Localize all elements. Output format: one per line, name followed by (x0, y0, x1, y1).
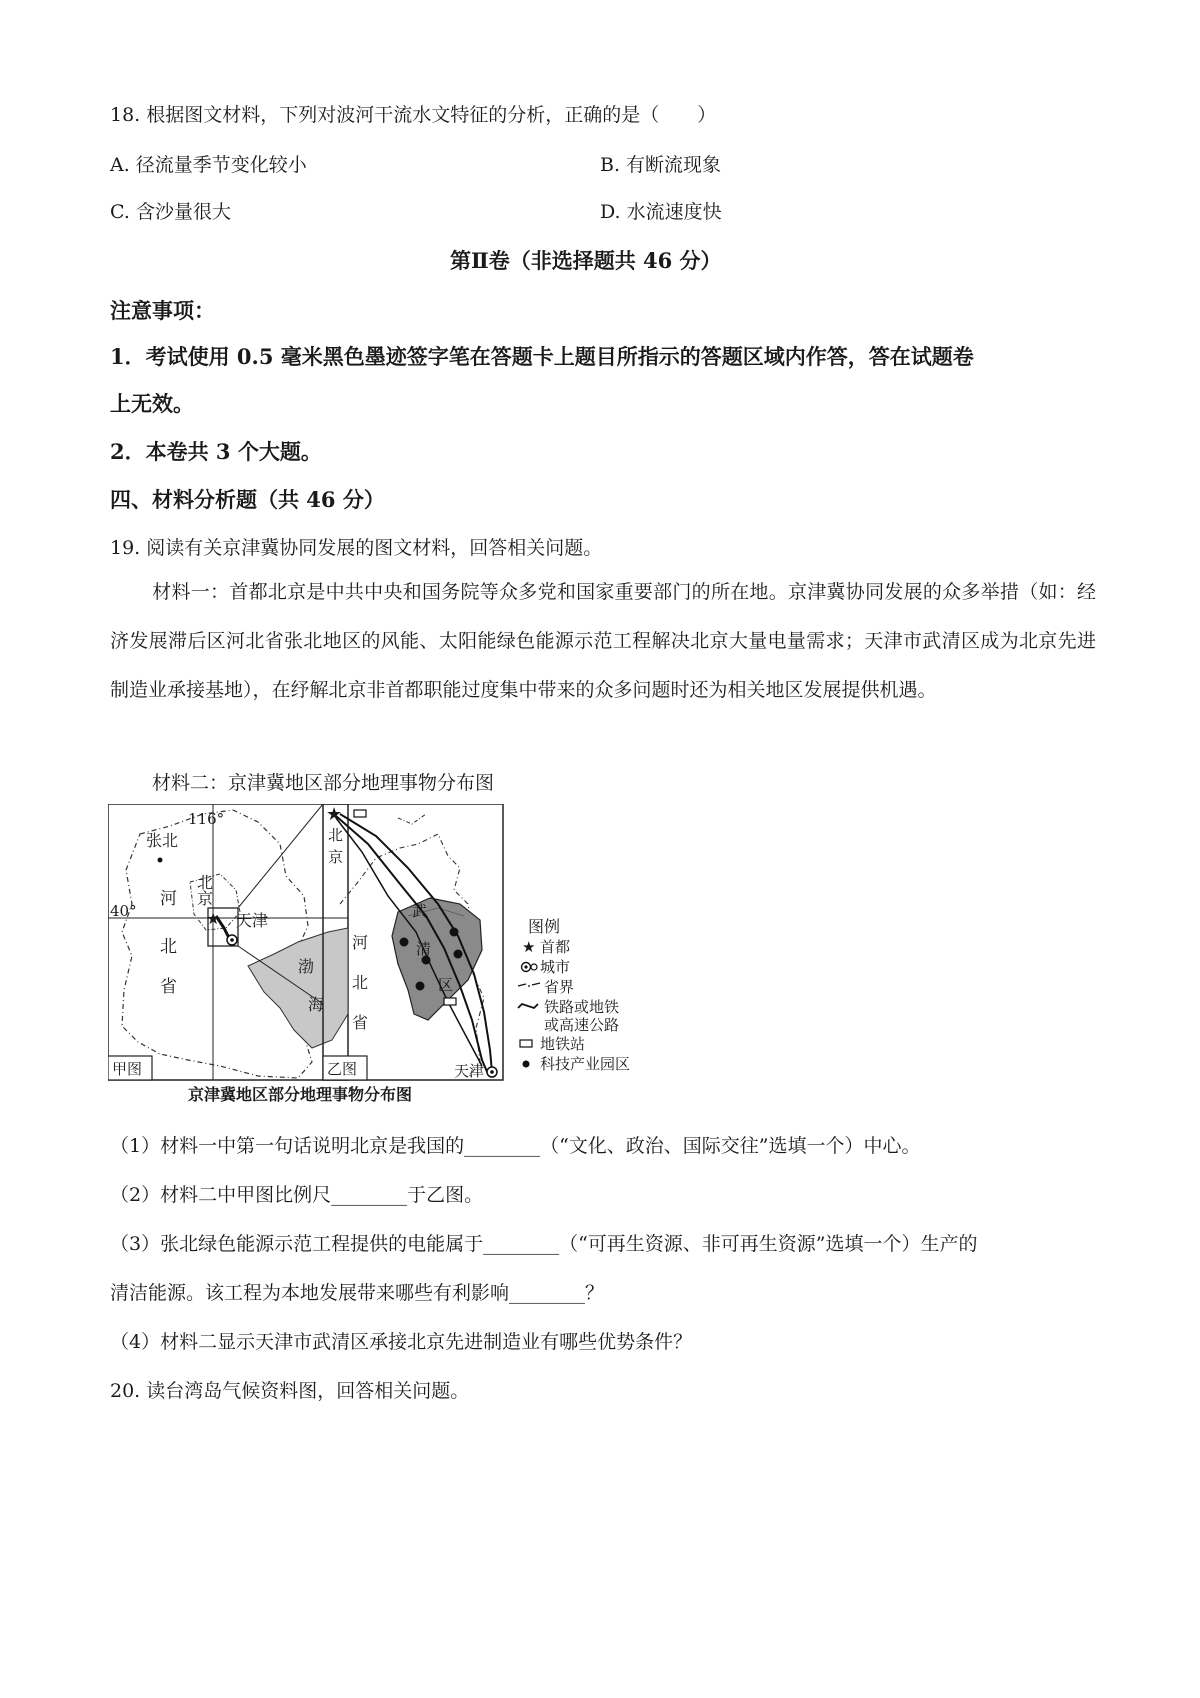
legend-border: 省界 (544, 978, 575, 996)
notice-heading: 注意事项： (110, 298, 215, 323)
panel-a-label: 甲图 (112, 1060, 143, 1078)
lon-label: 116° (188, 810, 225, 828)
q19-sub-4: （4）材料二显示天津市武清区承接北京先进制造业有哪些优势条件？ (110, 1331, 693, 1353)
q19-material-1 (110, 568, 1096, 715)
legend-rail-icon (518, 1004, 538, 1008)
panel-a-tianjin-label: 天津 (236, 911, 269, 930)
jingjinji-map (108, 804, 710, 1104)
q19-sub-1: （1）材料一中第一句话说明北京是我国的________（“文化、政治、国际交往”选填一个）中心。 (110, 1135, 921, 1157)
panel-b-hebei-char-3: 省 (352, 1013, 369, 1032)
q19-material-2: 材料二：京津冀地区部分地理事物分布图 (152, 772, 495, 794)
tech-park-5 (416, 982, 425, 991)
part-heading: 四、材料分析题（共 46 分） (110, 487, 385, 512)
legend-station-icon (520, 1040, 532, 1047)
panel-b-station-beijing (354, 810, 366, 817)
q18-option-d: D. 水流速度快 (600, 201, 722, 223)
tech-park-4 (454, 950, 463, 959)
q20-stem: 20. 读台湾岛气候资料图，回答相关问题。 (110, 1380, 470, 1402)
legend-rail-2: 或高速公路 (544, 1016, 620, 1034)
q19-sub-3-cont: 清洁能源。该工程为本地发展带来哪些有利影响________？ (110, 1282, 605, 1304)
tech-park-1 (400, 938, 409, 947)
notice-item-1-cont: 上无效。 (110, 391, 194, 416)
connector-line-top (238, 804, 323, 908)
panel-b-tianjin-label: 天津 (454, 1062, 485, 1080)
panel-b-hebei-char-2: 北 (352, 973, 369, 992)
q18-option-c: C. 含沙量很大 (110, 201, 231, 223)
zhangbei-label: 张北 (146, 831, 179, 850)
panel-b-capital-star: ★ (326, 804, 343, 825)
panel-a-tianjin-dot (230, 938, 234, 942)
panel-b-hebei-char-1: 河 (352, 933, 369, 952)
bohai-sea (248, 928, 348, 1048)
q18-stem: 18. 根据图文材料，下列对波河干流水文特征的分析，正确的是（ ） (110, 104, 717, 126)
wuqing-char-2: 清 (416, 940, 432, 958)
panel-b-tianjin-dot (490, 1070, 494, 1074)
panel-a-beijing-label: 北京 (194, 874, 214, 906)
panel-b-beijing-char-1: 北 (328, 826, 344, 844)
panel-a-capital-star: ★ (206, 909, 221, 928)
lat-label: 40° (110, 902, 137, 920)
legend-capital-icon: ★ (522, 938, 536, 956)
map-caption: 京津冀地区部分地理事物分布图 (188, 1085, 413, 1104)
panel-a-hebei-char-2: 北 (160, 937, 177, 957)
q19-stem: 19. 阅读有关京津冀协同发展的图文材料，回答相关问题。 (110, 537, 603, 559)
q19-material-1-text: 材料一：首都北京是中共中央和国务院等众多党和国家重要部门的所在地。京津冀协同发展的众多举措（如：经济发展滞后区河北省张北地区的风能、太阳能绿色能源示范工程解决北京大量电量需求；天津市武清区成为北京先进制造业承接基地），在纾解北京非首都职能过度集中带来的众多问题时还为相关地区发展提供机遇。 (110, 581, 1096, 701)
zhangbei-dot (158, 858, 163, 863)
wuqing-char-3: 区 (438, 976, 454, 994)
map-figure (108, 804, 710, 1104)
section-title: 第Ⅱ卷（非选择题共 46 分） (450, 248, 722, 273)
legend-rail-1: 铁路或地铁 (544, 998, 620, 1016)
legend-city: 城市 (540, 958, 571, 976)
tech-park-3 (450, 928, 459, 937)
panel-b-beijing-border (398, 814, 426, 824)
hebei-border (122, 810, 315, 1078)
panel-b-label: 乙图 (327, 1060, 358, 1078)
q18-option-b: B. 有断流现象 (600, 154, 722, 176)
legend-border-icon (518, 983, 540, 986)
panel-b-station-wuqing (444, 998, 456, 1005)
legend-park: 科技产业园区 (540, 1055, 631, 1073)
wuqing-char-1: 武 (412, 902, 428, 920)
notice-item-1: 1．考试使用 0.5 毫米黑色墨迹签字笔在答题卡上题目所指示的答题区域内作答，答在试题卷 (110, 344, 974, 369)
map-legend (518, 917, 630, 1073)
bohai-char-1: 渤 (298, 957, 315, 976)
panel-a-hebei-char-1: 河 (160, 889, 177, 909)
q19-sub-2: （2）材料二中甲图比例尺________于乙图。 (110, 1184, 484, 1206)
legend-city-icon-dot (524, 965, 527, 968)
bohai-char-2: 海 (308, 995, 325, 1014)
q18-option-a: A. 径流量季节变化较小 (110, 154, 307, 176)
notice-item-2: 2．本卷共 3 个大题。 (110, 439, 322, 464)
q19-sub-3: （3）张北绿色能源示范工程提供的电能属于________（“可再生资源、非可再生资源”选填一个）生产的 (110, 1233, 978, 1255)
legend-capital: 首都 (540, 938, 571, 956)
legend-station: 地铁站 (540, 1035, 586, 1053)
panel-b-beijing-char-2: 京 (328, 848, 344, 866)
panel-a-hebei-char-3: 省 (160, 977, 177, 997)
legend-city-icon-small (531, 964, 537, 970)
legend-title: 图例 (528, 917, 561, 936)
legend-park-icon (523, 1061, 530, 1068)
